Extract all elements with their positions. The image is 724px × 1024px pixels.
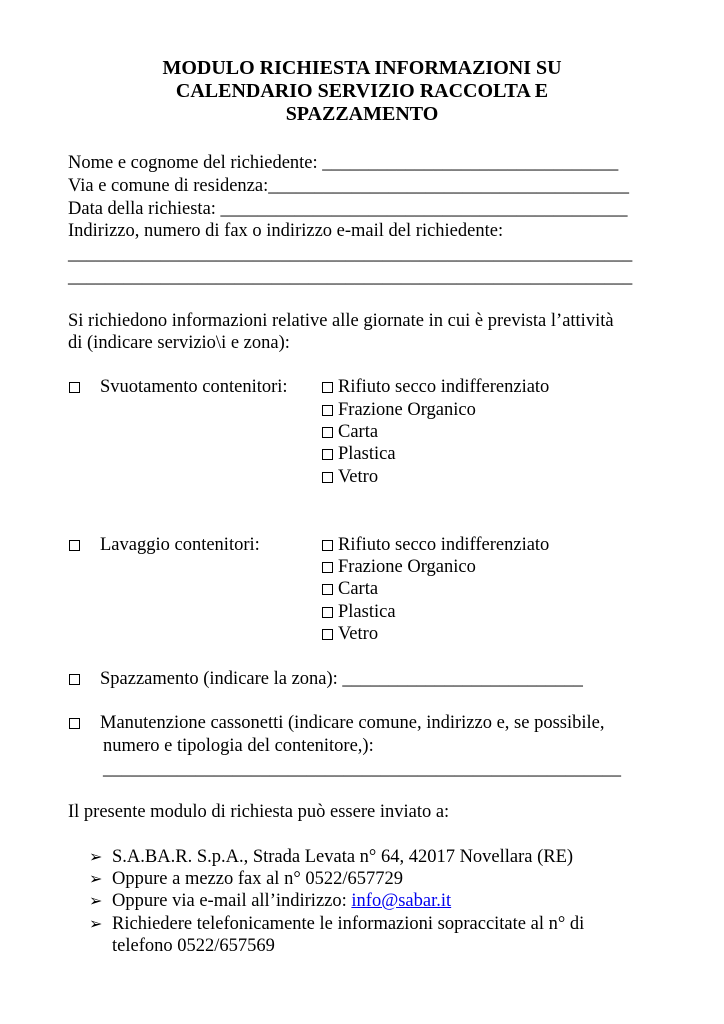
- intro-line-2: di (indicare servizio\i e zona):: [68, 333, 290, 353]
- title-line-2: CALENDARIO SERVIZIO RACCOLTA E: [175, 80, 549, 102]
- checkbox-icon[interactable]: [322, 382, 333, 393]
- contact-label: Indirizzo, numero di fax o indirizzo e-mail del richiedente:: [68, 221, 504, 241]
- contact-blank-line-1[interactable]: _____________________________________________________________: [68, 244, 633, 264]
- intro-line-1: Si richiedono informazioni relative alle giornate in cui è prevista l’attività: [68, 311, 614, 331]
- lavaggio-option-vetro[interactable]: Vetro: [322, 623, 378, 645]
- title-line-3: SPAZZAMENTO: [285, 103, 439, 125]
- svuotamento-checkbox[interactable]: [69, 382, 80, 393]
- manutenzione-blank-line[interactable]: ________________________________________________________: [103, 759, 621, 779]
- checkbox-icon[interactable]: [322, 607, 333, 618]
- svuotamento-option-vetro[interactable]: Vetro: [322, 466, 378, 488]
- manutenzione-checkbox[interactable]: [69, 718, 80, 729]
- checkbox-icon[interactable]: [322, 427, 333, 438]
- residence-field[interactable]: Via e comune di residenza:_______________________________________: [68, 176, 629, 196]
- send-item-email: [112, 890, 451, 912]
- contact-blank-line-2[interactable]: _____________________________________________________________: [68, 267, 633, 287]
- email-link[interactable]: info@sabar.it: [351, 891, 452, 911]
- send-item-email-text: Oppure via e-mail all’indirizzo:: [112, 891, 352, 911]
- lavaggio-checkbox[interactable]: [69, 540, 80, 551]
- spazzamento-field[interactable]: Spazzamento (indicare la zona): __________________________: [100, 669, 583, 689]
- svuotamento-label: Svuotamento contenitori:: [100, 377, 288, 397]
- send-item-fax: Oppure a mezzo fax al n° 0522/657729: [112, 869, 403, 889]
- lavaggio-label: Lavaggio contenitori:: [100, 535, 260, 555]
- checkbox-icon[interactable]: [322, 472, 333, 483]
- date-field[interactable]: Data della richiesta: ____________________________________________: [68, 199, 628, 219]
- checkbox-icon[interactable]: [322, 562, 333, 573]
- manutenzione-line-2: numero e tipologia del contenitore,):: [103, 736, 374, 756]
- checkbox-icon[interactable]: [322, 449, 333, 460]
- lavaggio-option-organico[interactable]: Frazione Organico: [322, 556, 476, 578]
- svuotamento-option-secco[interactable]: Rifiuto secco indifferenziato: [322, 376, 549, 398]
- send-item-phone: Richiedere telefonicamente le informazioni sopraccitate al n° di: [112, 914, 585, 934]
- send-intro: Il presente modulo di richiesta può essere inviato a:: [68, 802, 450, 822]
- lavaggio-option-carta[interactable]: Carta: [322, 578, 378, 600]
- send-item-phone-number: telefono 0522/657569: [112, 936, 275, 956]
- checkbox-icon[interactable]: [322, 540, 333, 551]
- lavaggio-option-secco[interactable]: Rifiuto secco indifferenziato: [322, 534, 549, 556]
- checkbox-icon[interactable]: [322, 584, 333, 595]
- checkbox-icon[interactable]: [322, 405, 333, 416]
- checkbox-icon[interactable]: [322, 629, 333, 640]
- arrow-bullet-icon: ➢: [89, 871, 103, 888]
- arrow-bullet-icon: ➢: [89, 916, 103, 933]
- spazzamento-checkbox[interactable]: [69, 674, 80, 685]
- svuotamento-option-organico[interactable]: Frazione Organico: [322, 399, 476, 421]
- form-title: [0, 57, 724, 126]
- svuotamento-option-carta[interactable]: Carta: [322, 421, 378, 443]
- svuotamento-option-plastica[interactable]: Plastica: [322, 443, 396, 465]
- arrow-bullet-icon: ➢: [89, 849, 103, 866]
- name-field[interactable]: Nome e cognome del richiedente: ________________________________: [68, 153, 619, 173]
- manutenzione-line-1: Manutenzione cassonetti (indicare comune, indirizzo e, se possibile,: [100, 713, 605, 733]
- title-line-1: MODULO RICHIESTA INFORMAZIONI SU: [162, 57, 562, 79]
- send-item-address: S.A.BA.R. S.p.A., Strada Levata n° 64, 42017 Novellara (RE): [112, 847, 574, 867]
- arrow-bullet-icon: ➢: [89, 893, 103, 910]
- lavaggio-option-plastica[interactable]: Plastica: [322, 601, 396, 623]
